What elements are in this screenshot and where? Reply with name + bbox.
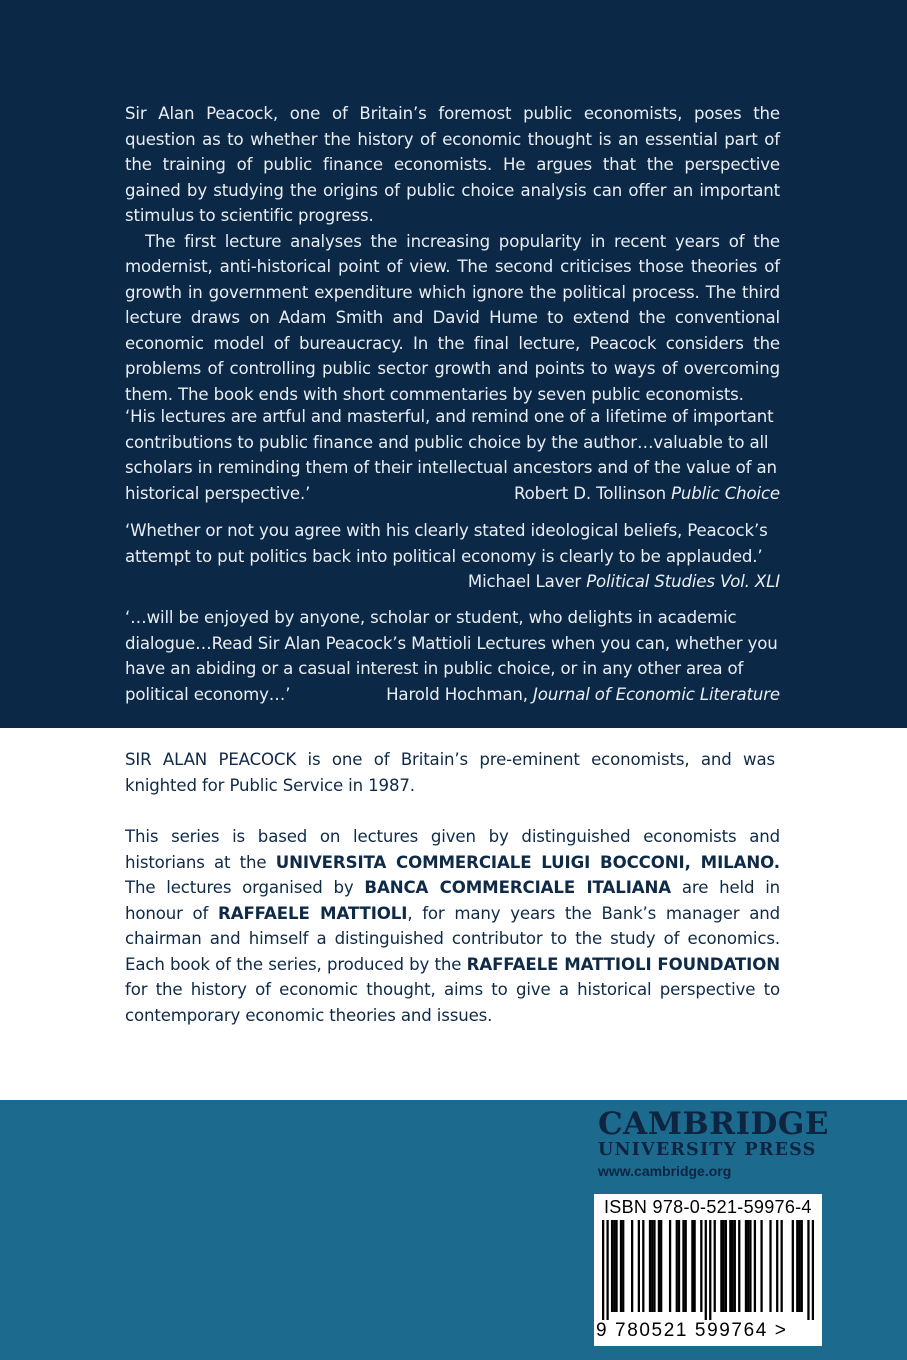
quote-text: ‘Whether or not you agree with his clearly stated ideological beliefs, Peacock’s attempt to put politics back into political economy is clearly to be applauded.’ — [125, 521, 768, 566]
barcode-bar — [714, 1220, 716, 1312]
description-paragraph-1: Sir Alan Peacock, one of Britain’s foremost public economists, poses the question as to whether the history of economic thought is an essential part of the training of public finance economists. He argues that the perspective gained by studying the origins of public choice analysis can offer an important stimulus to scientific progress. — [125, 104, 780, 225]
foundation-name: RAFFAELE MATTIOLI FOUNDATION — [466, 954, 781, 974]
barcode-bar — [685, 1220, 687, 1312]
barcode-bar — [678, 1220, 680, 1312]
barcode-bar — [642, 1220, 644, 1312]
barcode-bar — [745, 1220, 747, 1312]
barcode-bar — [693, 1220, 695, 1312]
barcode-bar — [649, 1220, 651, 1312]
barcode-bar — [798, 1220, 800, 1312]
barcode-bar — [691, 1220, 693, 1312]
publisher-name: CAMBRIDGE — [598, 1106, 829, 1142]
barcode-bar — [653, 1220, 655, 1312]
barcode-bar — [747, 1220, 749, 1312]
barcode-icon — [602, 1220, 814, 1320]
barcode-bar — [631, 1220, 633, 1312]
barcode-bar — [729, 1220, 731, 1312]
barcode-bar — [638, 1220, 640, 1312]
barcode-bar — [760, 1220, 762, 1312]
honoree-name: RAFFAELE MATTIOLI — [218, 903, 408, 923]
barcode-bar — [754, 1220, 756, 1312]
quote-author: Michael Laver — [467, 572, 582, 591]
barcode-bar — [769, 1220, 771, 1312]
publisher-url[interactable]: www.cambridge.org — [598, 1163, 732, 1179]
barcode-bar — [606, 1220, 608, 1320]
barcode-bar — [812, 1220, 814, 1320]
barcode-bar — [658, 1220, 660, 1312]
university-name: UNIVERSITA COMMERCIALE LUIGI BOCCONI, MILANO. — [275, 852, 780, 872]
barcode-bar — [622, 1220, 624, 1312]
author-bio-text: SIR ALAN PEACOCK is one of Britain’s pre-eminent economists, and was knighted for Public Service in 1987. — [125, 750, 775, 795]
barcode-bar — [620, 1220, 622, 1312]
barcode-bar — [682, 1220, 684, 1312]
quote-attribution — [386, 682, 780, 708]
series-description: This series is based on lectures given by distinguished economists and historians at the UNIVERSITA COMMERCIALE LUIGI BOCCONI, MILANO. The lectures organised by BANCA COMMERCIALE ITALIANA are held in honour of RAFFAELE MATTIOLI, for many years the Bank’s manager and chairman and himself a distinguished contributor to the study of economics. Each book of the series, produced by the RAFFAELE MATTIOLI FOUNDATION for the history of economic thought, aims to give a historical perspective to contemporary economic theories and issues. — [125, 827, 781, 1025]
barcode-bar — [723, 1220, 725, 1312]
isbn-barcode-box — [594, 1194, 822, 1346]
barcode-bar — [669, 1220, 671, 1312]
barcode-bar — [725, 1220, 727, 1312]
barcode-bar — [700, 1220, 702, 1312]
isbn-label: ISBN 978-0-521-59976-4 — [604, 1197, 812, 1217]
description — [125, 101, 780, 407]
barcode-bar — [709, 1220, 711, 1320]
barcode-bar — [738, 1220, 740, 1312]
quote-author: Robert D. Tollinson — [514, 483, 666, 503]
barcode-bar — [660, 1220, 662, 1312]
author-bio — [125, 747, 775, 798]
barcode-bar — [611, 1220, 613, 1312]
quote-source: Political Studies Vol. XLI — [586, 572, 780, 591]
quote-text: ‘…will be enjoyed by anyone, scholar or student, who delights in academic dialogue…Read Sir Alan Peacock’s Mattioli Lectures when you can, whether you have an abiding or a casual interest in public choice, or in any other area of political economy…’ — [125, 608, 778, 704]
ean-digits: 9 780521 599764 > — [596, 1320, 788, 1341]
bank-name: BANCA COMMERCIALE ITALIANA — [364, 878, 672, 897]
quote-attribution — [514, 481, 780, 507]
review-quote-3 — [125, 605, 780, 707]
barcode-bar — [781, 1220, 783, 1312]
barcode-bar — [613, 1220, 615, 1312]
review-quote-2 — [125, 518, 780, 595]
barcode-bar — [615, 1220, 617, 1312]
publisher-press: UNIVERSITY PRESS — [598, 1140, 817, 1160]
barcode-bar — [651, 1220, 653, 1312]
barcode-bar — [676, 1220, 678, 1312]
publisher-logo — [598, 1108, 828, 1182]
quote-author: Harold Hochman, — [386, 684, 528, 704]
barcode-bar — [705, 1220, 707, 1320]
barcode-bar — [734, 1220, 736, 1312]
barcode-bar — [792, 1220, 794, 1312]
barcode-bar — [807, 1220, 809, 1320]
barcode-bar — [801, 1220, 803, 1312]
barcode-bar — [776, 1220, 778, 1312]
description-paragraph-2: The first lecture analyses the increasing popularity in recent years of the modernist, anti-historical point of view. The second criticises those theories of growth in government expenditure which ignore the political process. The third lecture draws on Adam Smith and David Hume to extend the conventional economic model of bureaucracy. In the final lecture, Peacock considers the problems of controlling public sector growth and points to ways of overcoming them. The book ends with short commentaries by seven public economists. — [125, 231, 780, 404]
barcode-bar — [749, 1220, 751, 1312]
quote-source: Journal of Economic Literature — [533, 684, 780, 704]
quote-attribution — [125, 569, 780, 595]
info-panel — [0, 728, 907, 1100]
quote-text: ‘His lectures are artful and masterful, and remind one of a lifetime of important contributions to public finance and public choice by the author…valuable to all scholars in reminding them of their intellectual ancestors and of the value of an historical perspective.’ — [125, 407, 777, 503]
barcode-bar — [720, 1220, 722, 1312]
barcode-bar — [731, 1220, 733, 1312]
barcode-bar — [602, 1220, 604, 1320]
quote-source: Public Choice — [671, 483, 780, 503]
review-quote-1 — [125, 404, 780, 506]
barcode-bar — [796, 1220, 798, 1312]
